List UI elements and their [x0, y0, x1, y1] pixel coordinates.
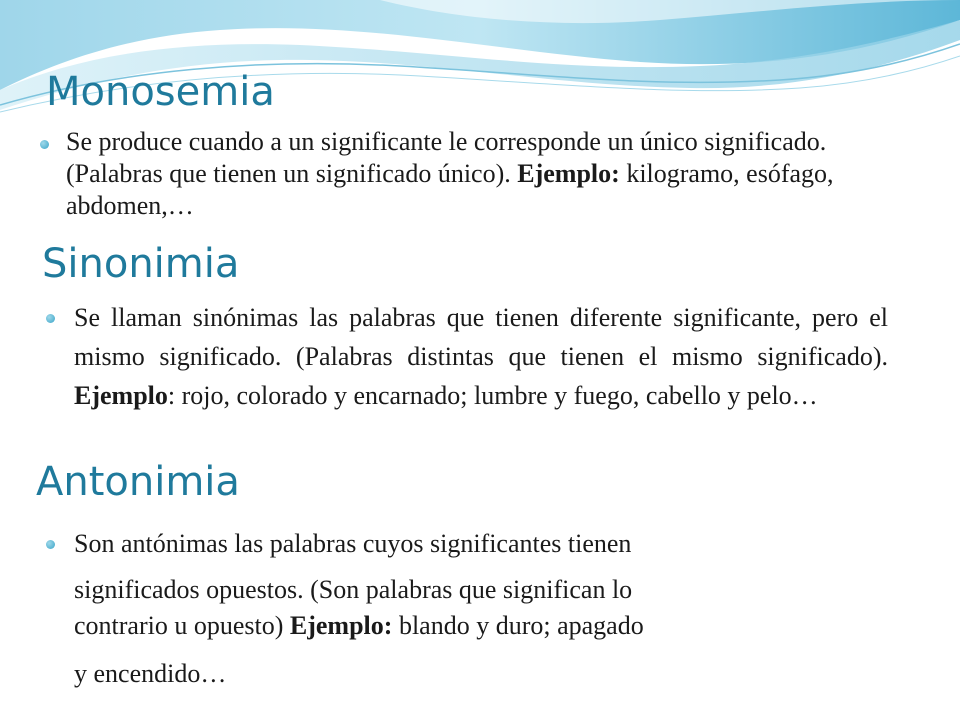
monosemia-definition: Se produce cuando a un significante le corresponde un único significado. (Palabras que tienen un significado único).	[66, 127, 827, 188]
bullet-icon	[46, 540, 55, 549]
monosemia-bullet	[40, 126, 840, 222]
monosemia-example-text: kilogramo, esófago, abdomen,…	[66, 159, 834, 220]
bullet-icon	[40, 140, 49, 149]
antonimia-example-label: Ejemplo:	[289, 611, 393, 640]
antonimia-line-1: Son antónimas las palabras cuyos significantes tienen	[74, 529, 632, 558]
bullet-icon	[46, 314, 55, 323]
sinonimia-example-text: : rojo, colorado y encarnado; lumbre y fuego, cabello y pelo…	[167, 381, 818, 410]
sinonimia-text	[74, 298, 888, 415]
sinonimia-definition: Se llaman sinónimas las palabras que tienen diferente significante, pero el mismo significado. (Palabras distintas que tienen el mismo significado).	[74, 303, 888, 371]
sinonimia-heading: Sinonimia	[42, 241, 240, 287]
sinonimia-example-label: Ejemplo	[74, 381, 168, 410]
monosemia-text	[66, 126, 840, 222]
antonimia-heading: Antonimia	[36, 459, 240, 505]
sinonimia-bullet	[46, 298, 888, 415]
antonimia-line-2: significados opuestos. (Son palabras que significan lo	[74, 575, 633, 604]
antonimia-example-text: blando y duro; apagado	[392, 611, 644, 640]
antonimia-line-3	[74, 608, 866, 644]
monosemia-heading: Monosemia	[46, 69, 275, 115]
antonimia-definition-end: contrario u opuesto)	[74, 611, 290, 640]
antonimia-bullet	[46, 526, 866, 692]
monosemia-example-label: Ejemplo:	[517, 159, 620, 188]
antonimia-line-4: y encendido…	[74, 659, 227, 688]
antonimia-text	[74, 526, 866, 692]
